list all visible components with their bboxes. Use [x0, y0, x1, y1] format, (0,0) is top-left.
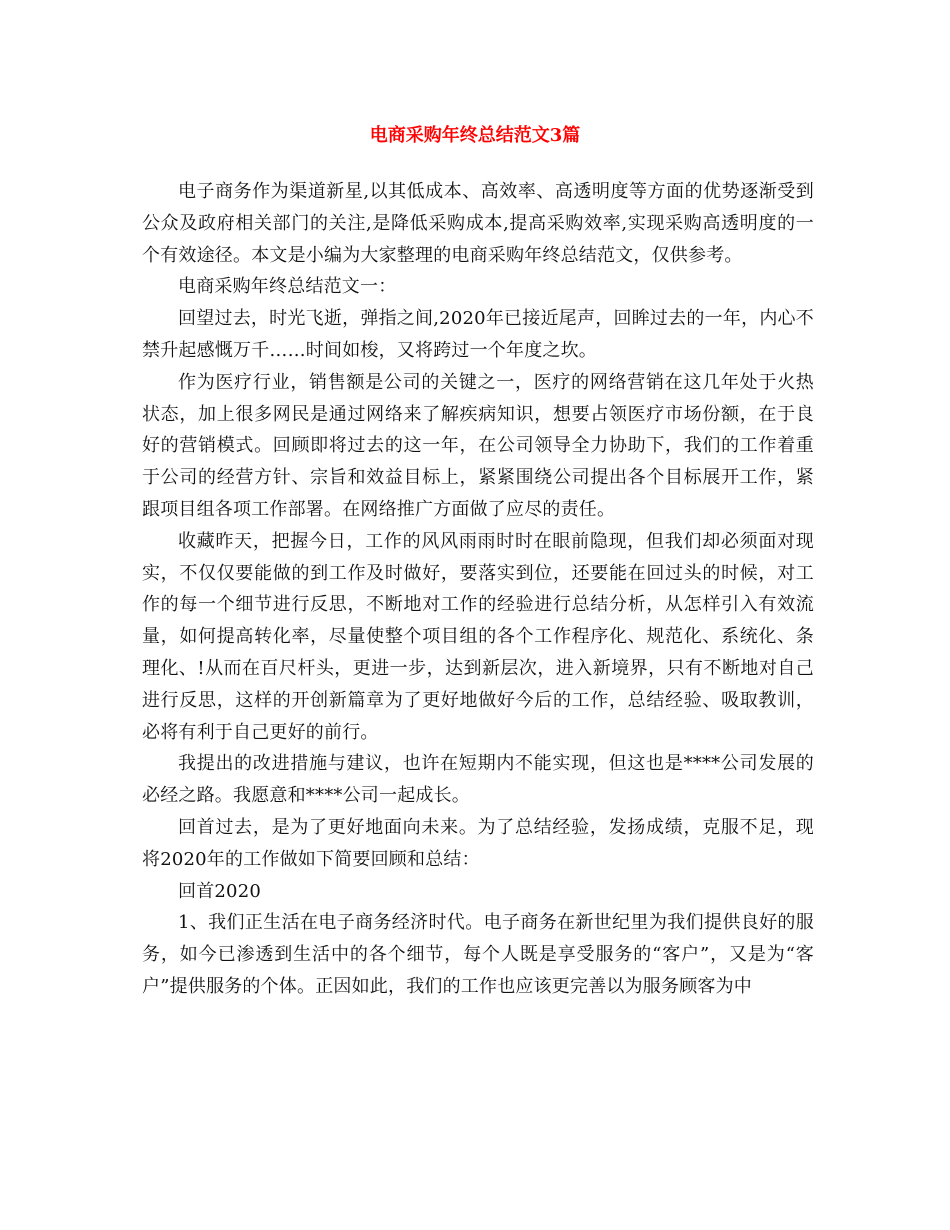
paragraph-subheading: 回首2020	[178, 880, 262, 902]
paragraph: 我提出的改进措施与建议，也许在短期内不能实现，但这也是****公司发展的必经之路。我愿意和****公司一起成长。	[142, 753, 814, 807]
document-title: 电商采购年终总结范文3篇	[369, 125, 581, 146]
paragraph-intro: 电子商务作为渠道新星,以其低成本、高效率、高透明度等方面的优势逐渐受到公众及政府相关部门的关注,是降低采购成本,提高采购效率,实现采购高透明度的一个有效途径。本文是小编为大家整理的电商采购年终总结范文，仅供参考。	[142, 181, 814, 266]
paragraph: 1、我们正生活在电子商务经济时代。电子商务在新世纪里为我们提供良好的服务，如今已渗透到生活中的各个细节，每个人既是享受服务的“客户”，又是为“客户”提供服务的个体。正因如此，我们的工作也应该更完善以为服务顾客为中	[142, 912, 814, 997]
paragraph: 回望过去，时光飞逝，弹指之间,2020年已接近尾声，回眸过去的一年，内心不禁升起感慨万千……时间如梭，又将跨过一个年度之坎。	[142, 308, 814, 361]
document-body	[142, 176, 814, 1003]
paragraph: 收藏昨天，把握今日，工作的风风雨雨时时在眼前隐现，但我们却必须面对现实，不仅仅要能做的到工作及时做好，要落实到位，还要能在回过头的时候，对工作的每一个细节进行反思，不断地对工作的经验进行总结分析，从怎样引入有效流量，如何提高转化率，尽量使整个项目组的各个工作程序化、规范化、系统化、条理化、!从而在百尺杆头，更进一步，达到新层次，进入新境界，只有不断地对自己进行反思，这样的开创新篇章为了更好地做好今后的工作，总结经验、吸取教训，必将有利于自己更好的前行。	[142, 530, 814, 743]
paragraph: 回首过去，是为了更好地面向未来。为了总结经验，发扬成绩，克服不足，现将2020年的工作做如下简要回顾和总结：	[142, 816, 814, 870]
paragraph-section-heading: 电商采购年终总结范文一：	[178, 276, 397, 298]
paragraph: 作为医疗行业，销售额是公司的关键之一，医疗的网络营销在这几年处于火热状态，加上很多网民是通过网络来了解疾病知识，想要占领医疗市场份额，在于良好的营销模式。回顾即将过去的这一年，在公司领导全力协助下，我们的工作着重于公司的经营方针、宗旨和效益目标上，紧紧围绕公司提出各个目标展开工作，紧跟项目组各项工作部署。在网络推广方面做了应尽的责任。	[142, 371, 814, 520]
